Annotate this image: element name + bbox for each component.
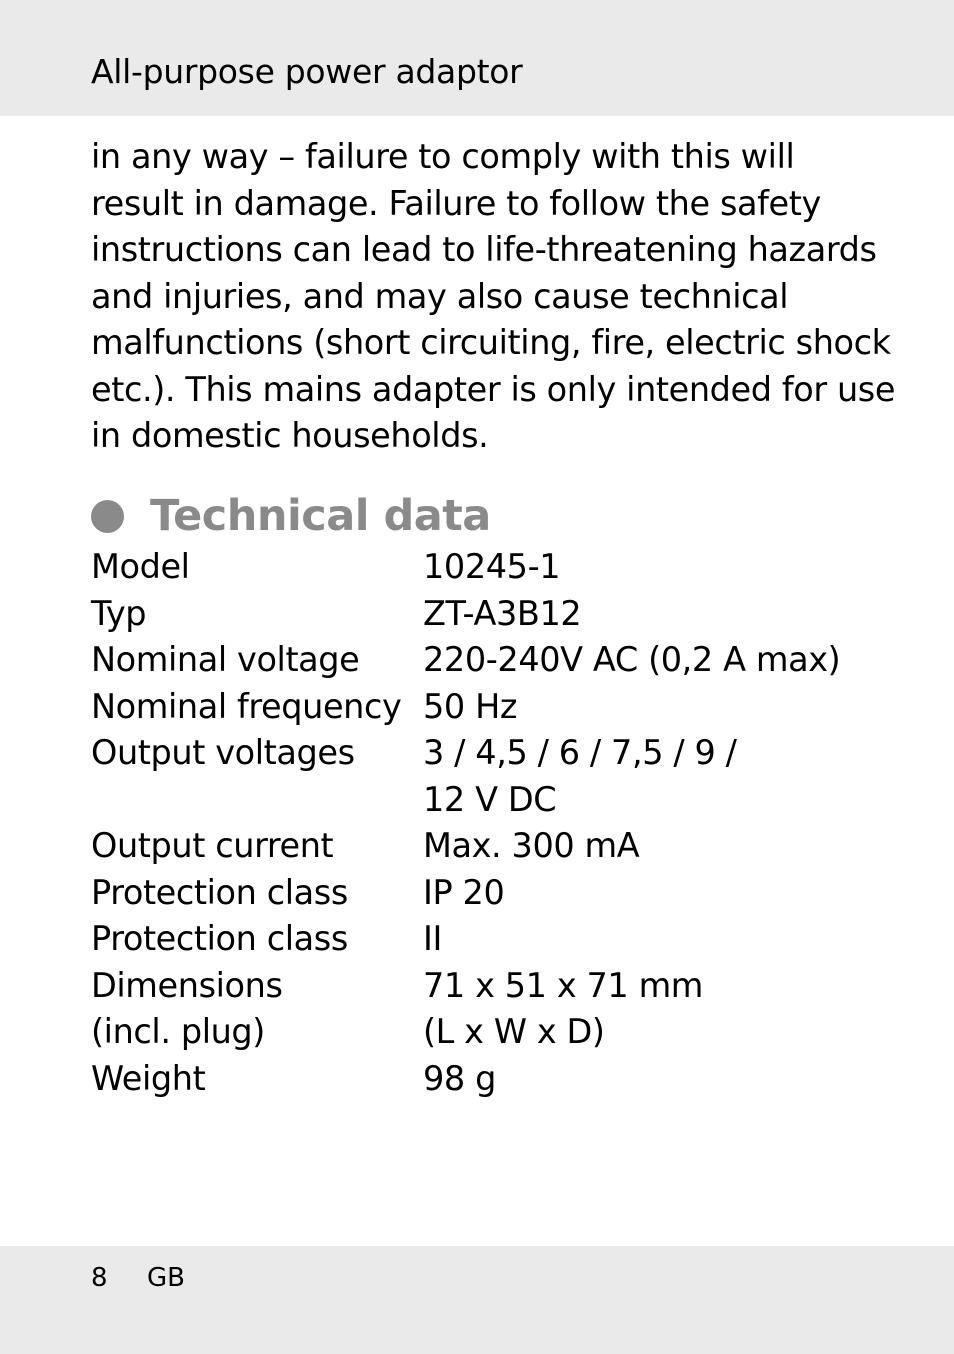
technical-data-table (91, 544, 931, 1102)
spec-row (91, 591, 931, 638)
spec-label: Dimensions (91, 965, 283, 1005)
spec-row (91, 637, 931, 684)
bullet-dot-icon (91, 500, 124, 533)
spec-value: 10245-1 (423, 547, 561, 586)
spec-row (91, 823, 931, 870)
spec-label: Output current (91, 826, 334, 865)
spec-row (91, 916, 931, 963)
spec-value: II (423, 919, 442, 958)
spec-label: Model (91, 547, 190, 586)
spec-value: 220-240V AC (0,2 A max) (423, 640, 841, 679)
spec-label: Typ (91, 593, 147, 633)
paragraph-line: instructions can lead to life-threatening hazards (91, 230, 877, 269)
footer-band (0, 1246, 954, 1354)
spec-row (91, 870, 931, 917)
spec-value: 98 g (423, 1058, 496, 1098)
spec-label: Protection class (91, 872, 348, 912)
running-header-title: All-purpose power adaptor (91, 52, 523, 91)
page-number: 8 (91, 1263, 108, 1293)
spec-row (91, 963, 931, 1010)
spec-label: Output voltages (91, 733, 355, 772)
spec-label: Nominal voltage (91, 640, 360, 679)
language-code: GB (147, 1263, 185, 1293)
section-heading-text: Technical data (150, 491, 491, 541)
spec-value: Max. 300 mA (423, 826, 640, 865)
spec-value: 71 x 51 x 71 mm (423, 965, 704, 1005)
spec-value: 12 V DC (423, 779, 557, 819)
spec-label (91, 777, 423, 824)
paragraph-line: and injuries, and may also cause technical (91, 276, 789, 316)
spec-row (91, 1056, 931, 1103)
spec-label: Protection class (91, 919, 348, 958)
spec-row (91, 730, 931, 777)
spec-value: ZT-A3B12 (423, 593, 582, 633)
paragraph-line: result in damage. Failure to follow the safety (91, 183, 821, 223)
paragraph-line: malfunctions (short circuiting, fire, electric shock (91, 323, 891, 362)
body-paragraph (91, 134, 896, 460)
spec-value: IP 20 (423, 872, 505, 912)
paragraph-line: etc.). This mains adapter is only intended for use (91, 369, 896, 409)
spec-label: Nominal frequency (91, 686, 402, 726)
paragraph-line: in domestic households. (91, 416, 489, 455)
spec-value: 3 / 4,5 / 6 / 7,5 / 9 / (423, 733, 737, 772)
spec-row (91, 544, 931, 591)
section-heading (91, 488, 491, 544)
spec-row (91, 1009, 931, 1056)
spec-value: 50 Hz (423, 686, 518, 726)
spec-row (91, 777, 931, 824)
spec-label: (incl. plug) (91, 1012, 265, 1051)
paragraph-line: in any way – failure to comply with this will (91, 137, 795, 176)
spec-value: (L x W x D) (423, 1012, 605, 1051)
spec-label: Weight (91, 1058, 206, 1098)
spec-row (91, 684, 931, 731)
